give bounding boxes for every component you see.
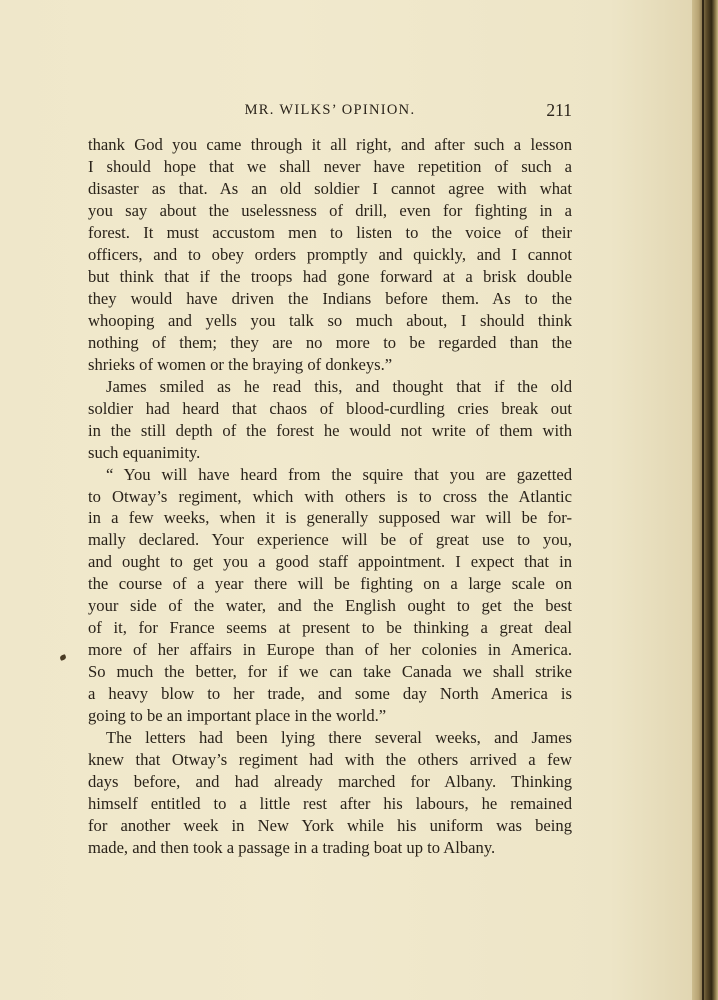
text-line: for another week in New York while his uniform was being bbox=[88, 816, 572, 836]
text-line: officers, and to obey orders promptly and quickly, and I cannot bbox=[88, 244, 572, 264]
margin-ink-mark bbox=[59, 654, 66, 661]
text-line: to Otway’s regiment, which with others is to cross the Atlantic bbox=[88, 486, 572, 506]
paragraph-end-line: going to be an important place in the world.” bbox=[88, 706, 387, 726]
paragraph-start-line: James smiled as he read this, and thought that if the old bbox=[106, 376, 572, 396]
body-text bbox=[88, 134, 572, 859]
page-number: 211 bbox=[546, 100, 572, 120]
running-head bbox=[88, 100, 572, 122]
text-line: soldier had heard that chaos of blood-curdling cries break out bbox=[88, 398, 572, 418]
text-line: disaster as that. As an old soldier I cannot agree with what bbox=[88, 178, 572, 198]
text-line: your side of the water, and the English ought to get the best bbox=[88, 596, 572, 616]
text-line: in a few weeks, when it is generally supposed war will be for- bbox=[88, 508, 572, 528]
paragraph-end-line: shrieks of women or the braying of donkeys.” bbox=[88, 354, 393, 374]
text-line: I should hope that we shall never have repetition of such a bbox=[88, 156, 572, 176]
text-line: you say about the uselessness of drill, even for fighting in a bbox=[88, 200, 572, 220]
text-line: in the still depth of the forest he would not write of them with bbox=[88, 420, 572, 440]
running-title: MR. WILKS’ OPINION. bbox=[244, 102, 416, 118]
text-line: knew that Otway’s regiment had with the others arrived a few bbox=[88, 750, 572, 770]
text-line: more of her affairs in Europe than of her colonies in America. bbox=[88, 640, 572, 660]
book-binding-edge bbox=[692, 0, 718, 1000]
text-line: of it, for France seems at present to be thinking a great deal bbox=[88, 618, 572, 638]
paragraph-end-line: such equanimity. bbox=[88, 442, 201, 462]
text-line: So much the better, for if we can take Canada we shall strike bbox=[88, 662, 572, 682]
text-line: forest. It must accustom men to listen to the voice of their bbox=[88, 222, 572, 242]
text-line: and ought to get you a good staff appointment. I expect that in bbox=[88, 552, 572, 572]
text-line: they would have driven the Indians before them. As to the bbox=[88, 288, 572, 308]
text-line: whooping and yells you talk so much about, I should think bbox=[88, 310, 572, 330]
paragraph-end-line: made, and then took a passage in a trading boat up to Albany. bbox=[88, 838, 496, 857]
text-line: but think that if the troops had gone forward at a brisk double bbox=[88, 266, 572, 286]
text-line: mally declared. Your experience will be of great use to you, bbox=[88, 530, 572, 550]
text-line: himself entitled to a little rest after his labours, he remained bbox=[88, 794, 572, 814]
text-line: days before, and had already marched for Albany. Thinking bbox=[88, 772, 572, 792]
paragraph-start-line: The letters had been lying there several weeks, and James bbox=[106, 728, 572, 748]
text-line: the course of a year there will be fighting on a large scale on bbox=[88, 574, 572, 594]
paragraph-start-line: “ You will have heard from the squire that you are gazetted bbox=[106, 464, 572, 484]
text-line: thank God you came through it all right, and after such a lesson bbox=[88, 135, 572, 154]
text-line: a heavy blow to her trade, and some day North America is bbox=[88, 684, 572, 704]
text-line: nothing of them; they are no more to be regarded than the bbox=[88, 332, 572, 352]
